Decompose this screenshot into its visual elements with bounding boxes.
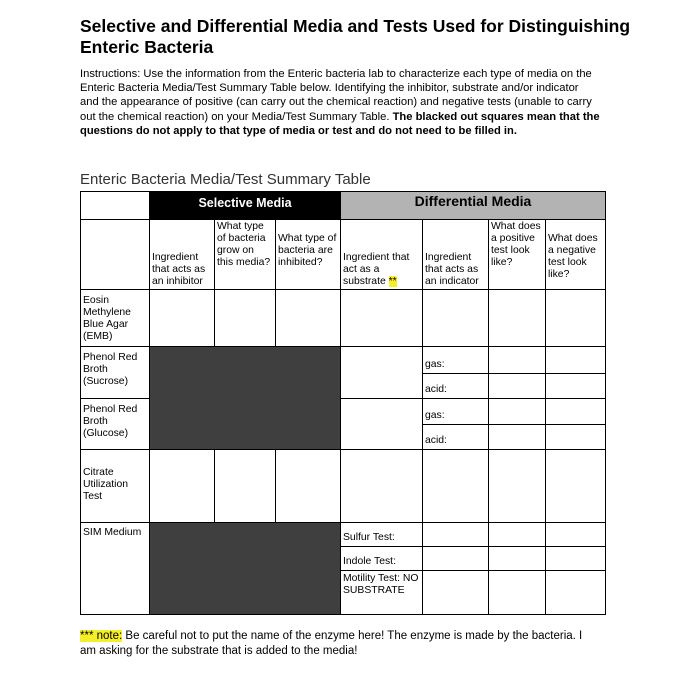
col-inhibitor: Ingredient that acts as an inhibitor <box>149 219 215 290</box>
emb-negative-field[interactable] <box>545 289 606 347</box>
phenol-sucrose-gas-positive[interactable] <box>488 346 546 374</box>
sim-indole-field[interactable]: Indole Test: <box>340 546 423 571</box>
emb-inhibitor-field[interactable] <box>149 289 215 347</box>
col-substrate: Ingredient that act as a substrate ** <box>340 219 423 290</box>
sim-sulfur-negative[interactable] <box>545 522 606 547</box>
summary-table <box>80 191 606 615</box>
emb-indicator-field[interactable] <box>422 289 489 347</box>
differential-media-header: Differential Media <box>340 191 606 220</box>
citrate-positive-field[interactable] <box>488 449 546 523</box>
phenol-glucose-acid-negative[interactable] <box>545 424 606 450</box>
substrate-marker: ** <box>388 276 397 287</box>
instructions-text: Instructions: Use the information from the Enteric bacteria lab to characterize each type of media on the Enteric Bacteria Media/Test Summary Table below. Identifying the inhibitor, substrate and/or indicator and the appearance of positive (can carry out the chemical reaction) and negative tests (unable to carry out the chemical reaction) on your Media/Test Summary Table. <box>80 68 592 123</box>
sim-indole-positive[interactable] <box>488 546 546 571</box>
corner-cell <box>80 191 150 220</box>
citrate-negative-field[interactable] <box>545 449 606 523</box>
selective-media-header: Selective Media <box>149 191 341 220</box>
note-text: Be careful not to put the name of the enzyme here! The enzyme is made by the bacteria. I am asking for the substrate that is added to the media! <box>80 630 583 657</box>
phenol-sucrose-gas-negative[interactable] <box>545 346 606 374</box>
citrate-grows-field[interactable] <box>214 449 276 523</box>
col-what-grows: What type of bacteria grow on this media? <box>214 219 276 290</box>
phenol-glucose-acid-positive[interactable] <box>488 424 546 450</box>
sim-sulfur-field[interactable]: Sulfur Test: <box>340 522 423 547</box>
citrate-indicator-field[interactable] <box>422 449 489 523</box>
note-label: *** note: <box>80 630 123 642</box>
row-label-phenol-sucrose: Phenol Red Broth (Sucrose) <box>80 346 150 399</box>
sim-sulfur-positive[interactable] <box>488 522 546 547</box>
emb-positive-field[interactable] <box>488 289 546 347</box>
phenol-sucrose-acid-field[interactable]: acid: <box>422 373 489 399</box>
corner-cell-2 <box>80 219 150 290</box>
col-negative: What does a negative test look like? <box>545 219 606 290</box>
row-label-citrate: Citrate Utilization Test <box>80 449 150 523</box>
row-label-sim: SIM Medium <box>80 522 150 615</box>
phenol-sucrose-gas-field[interactable]: gas: <box>422 346 489 374</box>
sim-motility-positive[interactable] <box>488 570 546 615</box>
citrate-inhibitor-field[interactable] <box>149 449 215 523</box>
instructions <box>80 67 600 138</box>
phenol-glucose-acid-field[interactable]: acid: <box>422 424 489 450</box>
col-what-inhibited: What type of bacteria are inhibited? <box>275 219 341 290</box>
phenol-glucose-gas-negative[interactable] <box>545 398 606 425</box>
sim-motility-negative[interactable] <box>545 570 606 615</box>
citrate-substrate-field[interactable] <box>340 449 423 523</box>
emb-substrate-field[interactable] <box>340 289 423 347</box>
phenol-sucrose-substrate-field[interactable] <box>340 346 423 399</box>
sim-motility-indicator[interactable] <box>422 570 489 615</box>
sim-indole-indicator[interactable] <box>422 546 489 571</box>
sim-indole-negative[interactable] <box>545 546 606 571</box>
blacked-out-block <box>149 346 341 450</box>
footnote <box>80 629 600 659</box>
emb-grows-field[interactable] <box>214 289 276 347</box>
table-title: Enteric Bacteria Media/Test Summary Table <box>80 171 371 188</box>
col-indicator: Ingredient that acts as an indicator <box>422 219 489 290</box>
phenol-glucose-gas-positive[interactable] <box>488 398 546 425</box>
citrate-inhibited-field[interactable] <box>275 449 341 523</box>
emb-inhibited-field[interactable] <box>275 289 341 347</box>
phenol-glucose-substrate-field[interactable] <box>340 398 423 450</box>
phenol-sucrose-acid-positive[interactable] <box>488 373 546 399</box>
sim-motility-field: Motility Test: NO SUBSTRATE <box>340 570 423 615</box>
blacked-out-block-sim <box>149 522 341 615</box>
col-positive: What does a positive test look like? <box>488 219 546 290</box>
sim-sulfur-indicator[interactable] <box>422 522 489 547</box>
phenol-sucrose-acid-negative[interactable] <box>545 373 606 399</box>
page-title: Selective and Differential Media and Tests Used for Distinguishing Enteric Bacteria <box>80 16 631 57</box>
instructions-bold-text: The blacked out squares mean that the questions do not apply to that type of media or test and do not need to be filled in. <box>80 110 600 137</box>
phenol-glucose-gas-field[interactable]: gas: <box>422 398 489 425</box>
row-label-emb: Eosin Methylene Blue Agar (EMB) <box>80 289 150 347</box>
row-label-phenol-glucose: Phenol Red Broth (Glucose) <box>80 398 150 450</box>
